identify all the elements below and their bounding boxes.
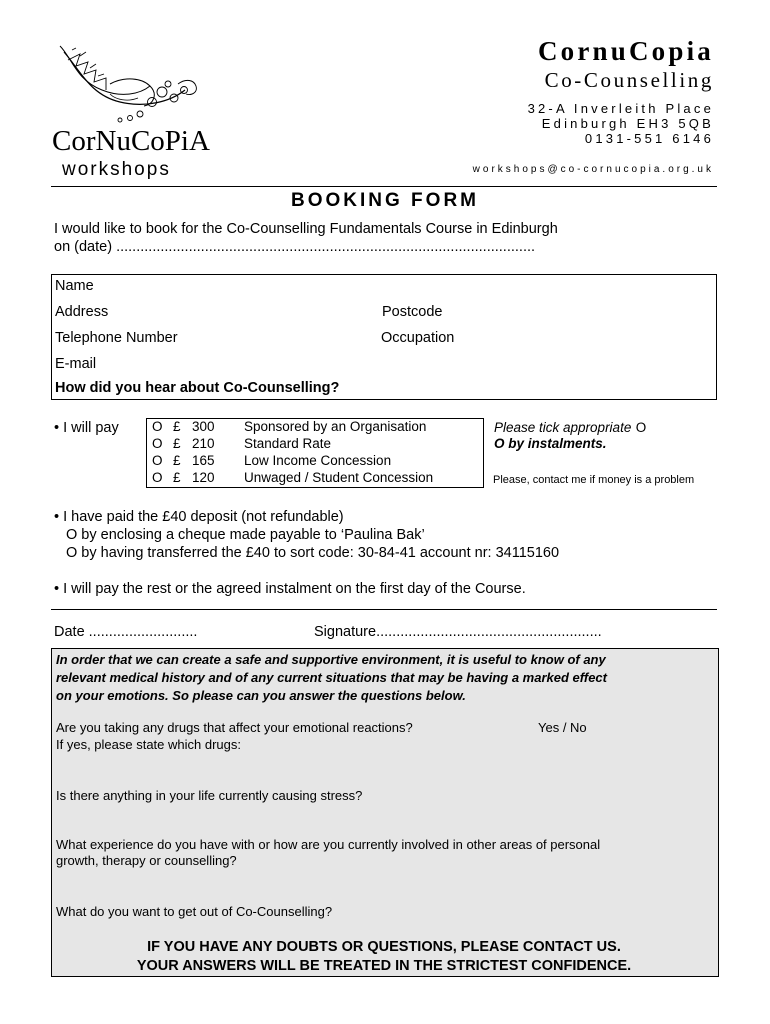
payment-description: Standard Rate <box>244 436 332 451</box>
closing-confidence-line: YOUR ANSWERS WILL BE TREATED IN THE STRICTEST CONFIDENCE. <box>136 958 632 974</box>
drugs-followup[interactable]: If yes, please state which drugs: <box>56 737 241 752</box>
medical-intro-line-3: on your emotions. So please can you answer the questions below. <box>56 688 466 703</box>
experience-question-line-2: growth, therapy or counselling? <box>56 853 237 868</box>
tick-note: Please tick appropriate <box>494 420 632 435</box>
currency-symbol: £ <box>173 470 181 485</box>
organisation-name: CornuCopia <box>537 36 714 66</box>
payment-option-circle[interactable]: O <box>152 470 163 485</box>
signature-field[interactable]: Signature........................................................ <box>314 624 602 640</box>
currency-symbol: £ <box>173 419 181 434</box>
payment-amount: 210 <box>192 436 215 451</box>
payment-option-circle[interactable]: O <box>152 453 163 468</box>
occupation-field[interactable]: Occupation <box>381 330 455 346</box>
goals-question[interactable]: What do you want to get out of Co-Counselling? <box>56 904 333 919</box>
payment-label: • I will pay <box>54 420 119 436</box>
medical-intro-line-2: relevant medical history and of any current situations that may be having a marked effect <box>56 670 607 685</box>
closing-contact-line: IF YOU HAVE ANY DOUBTS OR QUESTIONS, PLEASE CONTACT US. <box>147 939 621 955</box>
logo-wordmark: CorNuCoPiA <box>52 125 210 157</box>
signoff-divider <box>51 609 717 610</box>
stress-question[interactable]: Is there anything in your life currently causing stress? <box>56 788 363 803</box>
postcode-field[interactable]: Postcode <box>382 304 443 320</box>
payment-amount: 120 <box>192 470 215 485</box>
cornucopia-logo-icon <box>50 40 220 130</box>
drugs-question[interactable]: Are you taking any drugs that affect your emotional reactions? <box>56 720 413 735</box>
money-problem-note: Please, contact me if money is a problem <box>493 474 695 486</box>
payment-option-circle[interactable]: O <box>152 436 163 451</box>
payment-description: Unwaged / Student Concession <box>244 470 434 485</box>
rest-payment-statement: • I will pay the rest or the agreed instalment on the first day of the Course. <box>54 581 526 597</box>
telephone-field[interactable]: Telephone Number <box>55 330 178 346</box>
referral-question[interactable]: How did you hear about Co-Counselling? <box>55 380 340 396</box>
header-divider <box>51 186 717 187</box>
intro-line-2[interactable]: on (date) ........................................................................................................ <box>54 239 536 255</box>
address-line-1: 32-A Inverleith Place <box>527 101 714 116</box>
instalments-option[interactable]: O by instalments. <box>494 436 607 451</box>
contact-email: workshops@co-cornucopia.org.uk <box>472 164 714 175</box>
payment-description: Low Income Concession <box>244 453 392 468</box>
deposit-transfer-option[interactable]: O by having transferred the £40 to sort code: 30-84-41 account nr: 34115160 <box>66 545 560 561</box>
deposit-cheque-option[interactable]: O by enclosing a cheque made payable to ‘Paulina Bak’ <box>66 527 425 543</box>
payment-description: Sponsored by an Organisation <box>244 419 427 434</box>
date-field[interactable]: Date ........................... <box>54 624 198 640</box>
address-line-2: Edinburgh EH3 5QB <box>541 116 714 131</box>
organisation-subtitle: Co-Counselling <box>544 68 714 92</box>
medical-intro <box>56 651 718 705</box>
tick-note-row <box>494 419 646 437</box>
payment-options-box <box>146 418 484 488</box>
address-field[interactable]: Address <box>55 304 109 320</box>
intro-line-1: I would like to book for the Co-Counselling Fundamentals Course in Edinburgh <box>54 221 558 237</box>
tick-note-circle[interactable]: O <box>635 420 647 435</box>
experience-question-line-1[interactable]: What experience do you have with or how are you currently involved in other areas of personal <box>56 837 601 852</box>
logo-subtitle: workshops <box>62 159 171 180</box>
currency-symbol: £ <box>173 453 181 468</box>
email-field[interactable]: E-mail <box>55 356 97 372</box>
phone-number: 0131-551 6146 <box>584 131 714 146</box>
payment-amount: 300 <box>192 419 215 434</box>
name-field[interactable]: Name <box>55 278 94 294</box>
payment-option-circle[interactable]: O <box>152 419 163 434</box>
form-intro <box>54 220 694 256</box>
form-title: BOOKING FORM <box>291 190 479 211</box>
personal-details-box <box>51 274 717 400</box>
drugs-yes-no[interactable]: Yes / No <box>538 720 587 735</box>
payment-amount: 165 <box>192 453 215 468</box>
deposit-statement: • I have paid the £40 deposit (not refundable) <box>54 509 344 525</box>
medical-intro-line-1: In order that we can create a safe and supportive environment, it is useful to know of any <box>56 652 606 667</box>
currency-symbol: £ <box>173 436 181 451</box>
